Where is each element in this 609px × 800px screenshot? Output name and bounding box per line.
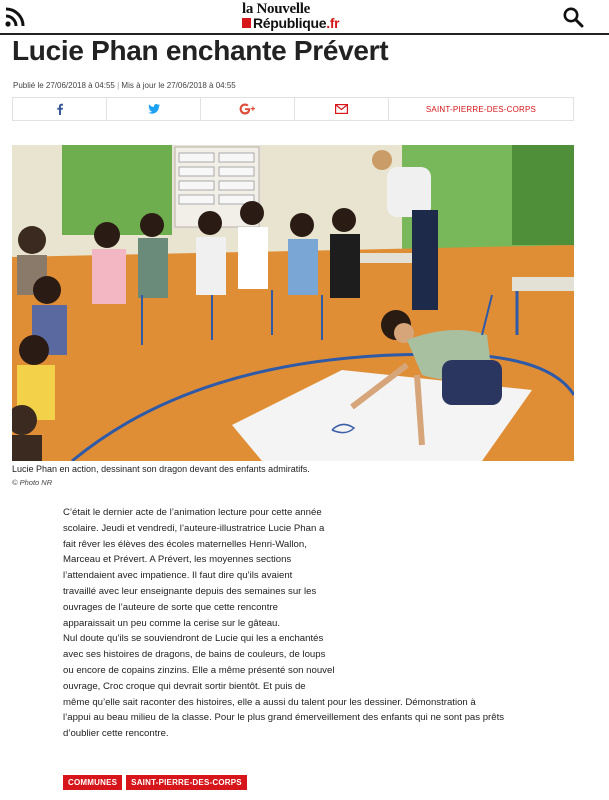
body-line: Marceau et Prévert. A Prévert, les moyennes sections: [63, 554, 292, 566]
share-twitter-button[interactable]: [107, 98, 201, 120]
logo-line2: [242, 15, 339, 31]
google-plus-icon: [239, 103, 257, 115]
body-line: scolaire. Jeudi et vendredi, l’auteure-illustratrice Lucie Phan a: [63, 522, 325, 534]
article-tags: [63, 775, 247, 790]
publish-meta: [13, 81, 236, 90]
body-line: C’était le dernier acte de l’animation lecture pour cette année: [63, 507, 322, 518]
tag-saint-pierre-des-corps[interactable]: SAINT-PIERRE-DES-CORPS: [126, 775, 247, 790]
share-bar-location-tag[interactable]: SAINT-PIERRE-DES-CORPS: [425, 104, 537, 114]
meta-separator: |: [117, 81, 120, 90]
photo-credit: © Photo NR: [12, 478, 53, 487]
article-photo: [12, 145, 574, 461]
share-bar: [12, 97, 574, 121]
body-line: ou encore de copains zinzins. Elle a même présenté son nouvel: [63, 664, 335, 676]
body-line: travaillé avec leur enseignante depuis des semaines sur les: [63, 585, 317, 597]
body-line: fait rêver les élèves des écoles maternelles Henri-Wallon,: [63, 538, 307, 550]
published-date: Publié le 27/06/2018 à 04:55: [13, 81, 115, 90]
logo-square-icon: [242, 18, 251, 28]
classroom-photo-image: [12, 145, 574, 461]
body-line: ouvrage, Croc croque qui devrait sortir bientôt. Et puis de: [63, 680, 306, 692]
mail-icon: [335, 104, 348, 114]
body-line: Nul doute qu’ils se souviendront de Lucie qui les a enchantés: [63, 633, 324, 645]
tag-communes[interactable]: COMMUNES: [63, 775, 122, 790]
logo-tld: .fr: [326, 15, 340, 31]
body-line: même qu’elle sait raconter des histoires, elle a aussi du talent pour les dessiner. Démonstration à: [63, 696, 476, 708]
body-line: l’attendaient avec impatience. Il faut dire qu’ils avaient: [63, 570, 293, 582]
article-body: [63, 505, 503, 742]
share-mail-button[interactable]: [295, 98, 389, 120]
top-bar: [0, 0, 609, 34]
facebook-icon: [56, 103, 64, 115]
rss-icon[interactable]: [4, 6, 26, 28]
share-google-plus-button[interactable]: [201, 98, 295, 120]
share-facebook-button[interactable]: [13, 98, 107, 120]
search-icon[interactable]: [562, 6, 584, 28]
photo-caption: Lucie Phan en action, dessinant son dragon devant des enfants admiratifs.: [12, 464, 310, 474]
body-line: ouvrages de l’auteure de sorte que cette rencontre: [63, 601, 278, 613]
body-line: avec ses histoires de dragons, de bains de couleurs, de loups: [63, 649, 326, 661]
updated-date: Mis à jour le 27/06/2018 à 04:55: [121, 81, 236, 90]
body-line: l’appui au beau milieu de la classe. Pour le plus grand émerveillement des enfants qui ne sont pas prêts: [63, 712, 505, 724]
site-logo[interactable]: [242, 2, 372, 32]
logo-line1: la Nouvelle: [242, 1, 310, 17]
twitter-icon: [148, 104, 160, 114]
body-line: d’oublier cette rencontre.: [63, 728, 169, 740]
body-line: apparaissait un peu comme la cerise sur le gâteau.: [63, 617, 281, 629]
logo-name: République: [253, 15, 327, 31]
page-title: Lucie Phan enchante Prévert: [12, 35, 389, 66]
